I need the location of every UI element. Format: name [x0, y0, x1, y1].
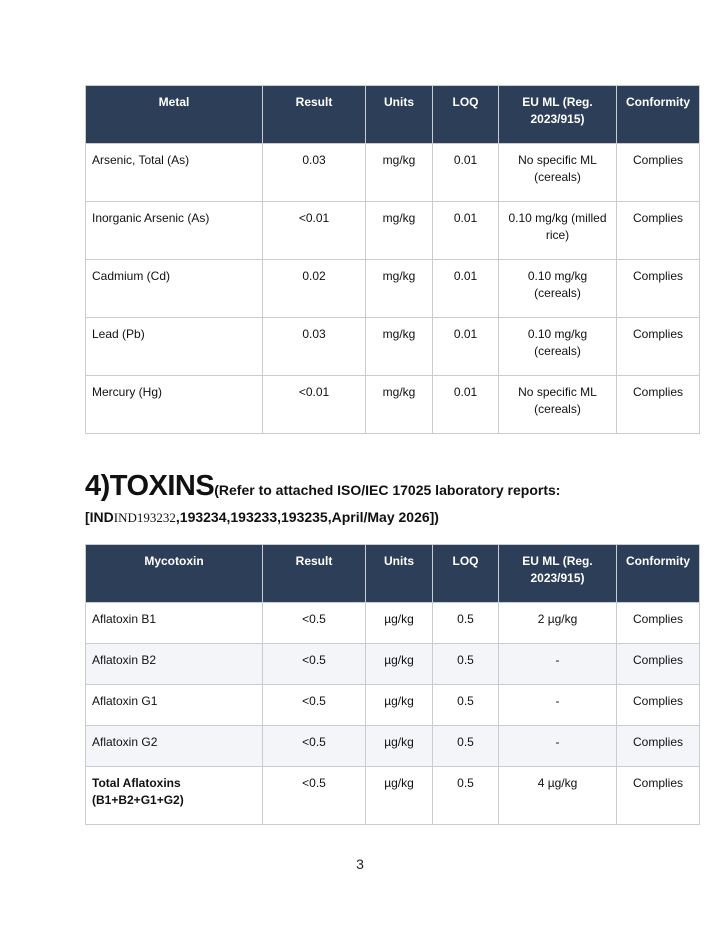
units-cell: µg/kg: [366, 767, 433, 825]
report-id-serif: IND193232: [113, 510, 176, 525]
column-header-result: Result: [263, 86, 366, 144]
heavy-metals-table: [85, 85, 700, 434]
metal-name: Arsenic, Total (As): [86, 144, 263, 202]
units-cell: mg/kg: [366, 202, 433, 260]
result-cell: 0.03: [263, 318, 366, 376]
conformity-cell: Complies: [617, 726, 700, 767]
table-row: [86, 202, 700, 260]
mycotoxins-table: [85, 544, 700, 825]
units-cell: mg/kg: [366, 260, 433, 318]
eu-ml-cell: -: [499, 644, 617, 685]
conformity-cell: Complies: [617, 318, 700, 376]
table-row: [86, 260, 700, 318]
result-cell: <0.5: [263, 603, 366, 644]
conformity-cell: Complies: [617, 603, 700, 644]
result-cell: <0.5: [263, 767, 366, 825]
eu-ml-cell: No specific ML (cereals): [499, 144, 617, 202]
page-number: 3: [356, 856, 364, 872]
units-cell: mg/kg: [366, 376, 433, 434]
report-prefix: [IND: [85, 509, 114, 525]
loq-cell: 0.5: [433, 644, 499, 685]
result-cell: <0.5: [263, 685, 366, 726]
table-row: [86, 603, 700, 644]
metal-name: Cadmium (Cd): [86, 260, 263, 318]
conformity-cell: Complies: [617, 202, 700, 260]
conformity-cell: Complies: [617, 260, 700, 318]
column-header-loq: LOQ: [433, 86, 499, 144]
table-row: [86, 144, 700, 202]
result-cell: <0.01: [263, 202, 366, 260]
eu-ml-cell: 2 µg/kg: [499, 603, 617, 644]
eu-ml-cell: -: [499, 726, 617, 767]
result-cell: 0.02: [263, 260, 366, 318]
units-cell: µg/kg: [366, 685, 433, 726]
mycotoxin-name: Aflatoxin G1: [86, 685, 263, 726]
result-cell: <0.5: [263, 644, 366, 685]
column-header-metal: Metal: [86, 86, 263, 144]
column-header-conformity: Conformity: [617, 86, 700, 144]
units-cell: µg/kg: [366, 644, 433, 685]
report-references: [85, 509, 705, 526]
column-header-units: Units: [366, 545, 433, 603]
section-title: 4)TOXINS: [85, 470, 215, 502]
units-cell: µg/kg: [366, 726, 433, 767]
mycotoxin-name: Aflatoxin B1: [86, 603, 263, 644]
loq-cell: 0.5: [433, 767, 499, 825]
loq-cell: 0.01: [433, 202, 499, 260]
eu-ml-cell: 0.10 mg/kg (cereals): [499, 260, 617, 318]
metal-name: Inorganic Arsenic (As): [86, 202, 263, 260]
column-header-result: Result: [263, 545, 366, 603]
toxins-section-heading: [85, 470, 705, 526]
column-header-eu-ml: EU ML (Reg. 2023/915): [499, 86, 617, 144]
eu-ml-cell: 0.10 mg/kg (milled rice): [499, 202, 617, 260]
conformity-cell: Complies: [617, 644, 700, 685]
result-cell: <0.01: [263, 376, 366, 434]
mycotoxin-name: Aflatoxin G2: [86, 726, 263, 767]
eu-ml-cell: -: [499, 685, 617, 726]
mycotoxin-name: Total Aflatoxins (B1+B2+G1+G2): [86, 767, 263, 825]
result-cell: 0.03: [263, 144, 366, 202]
loq-cell: 0.5: [433, 726, 499, 767]
units-cell: µg/kg: [366, 603, 433, 644]
report-ids-rest: ,193234,193233,193235,April/May 2026]): [175, 509, 439, 525]
column-header-conformity: Conformity: [617, 545, 700, 603]
units-cell: mg/kg: [366, 144, 433, 202]
result-cell: <0.5: [263, 726, 366, 767]
loq-cell: 0.01: [433, 318, 499, 376]
table-row: [86, 376, 700, 434]
table-row: [86, 644, 700, 685]
conformity-cell: Complies: [617, 376, 700, 434]
table-header-row: [86, 86, 700, 144]
eu-ml-cell: No specific ML (cereals): [499, 376, 617, 434]
eu-ml-cell: 0.10 mg/kg (cereals): [499, 318, 617, 376]
loq-cell: 0.5: [433, 603, 499, 644]
metal-name: Lead (Pb): [86, 318, 263, 376]
loq-cell: 0.01: [433, 376, 499, 434]
table-row: [86, 685, 700, 726]
mycotoxin-name: Aflatoxin B2: [86, 644, 263, 685]
metal-name: Mercury (Hg): [86, 376, 263, 434]
conformity-cell: Complies: [617, 767, 700, 825]
loq-cell: 0.01: [433, 144, 499, 202]
loq-cell: 0.5: [433, 685, 499, 726]
conformity-cell: Complies: [617, 144, 700, 202]
table-header-row: [86, 545, 700, 603]
table-row: [86, 726, 700, 767]
conformity-cell: Complies: [617, 685, 700, 726]
loq-cell: 0.01: [433, 260, 499, 318]
table-row: [86, 318, 700, 376]
column-header-units: Units: [366, 86, 433, 144]
table-row: [86, 767, 700, 825]
eu-ml-cell: 4 µg/kg: [499, 767, 617, 825]
units-cell: mg/kg: [366, 318, 433, 376]
column-header-loq: LOQ: [433, 545, 499, 603]
column-header-eu-ml: EU ML (Reg. 2023/915): [499, 545, 617, 603]
section-subtitle: (Refer to attached ISO/IEC 17025 laboratory reports:: [214, 482, 561, 498]
column-header-mycotoxin: Mycotoxin: [86, 545, 263, 603]
